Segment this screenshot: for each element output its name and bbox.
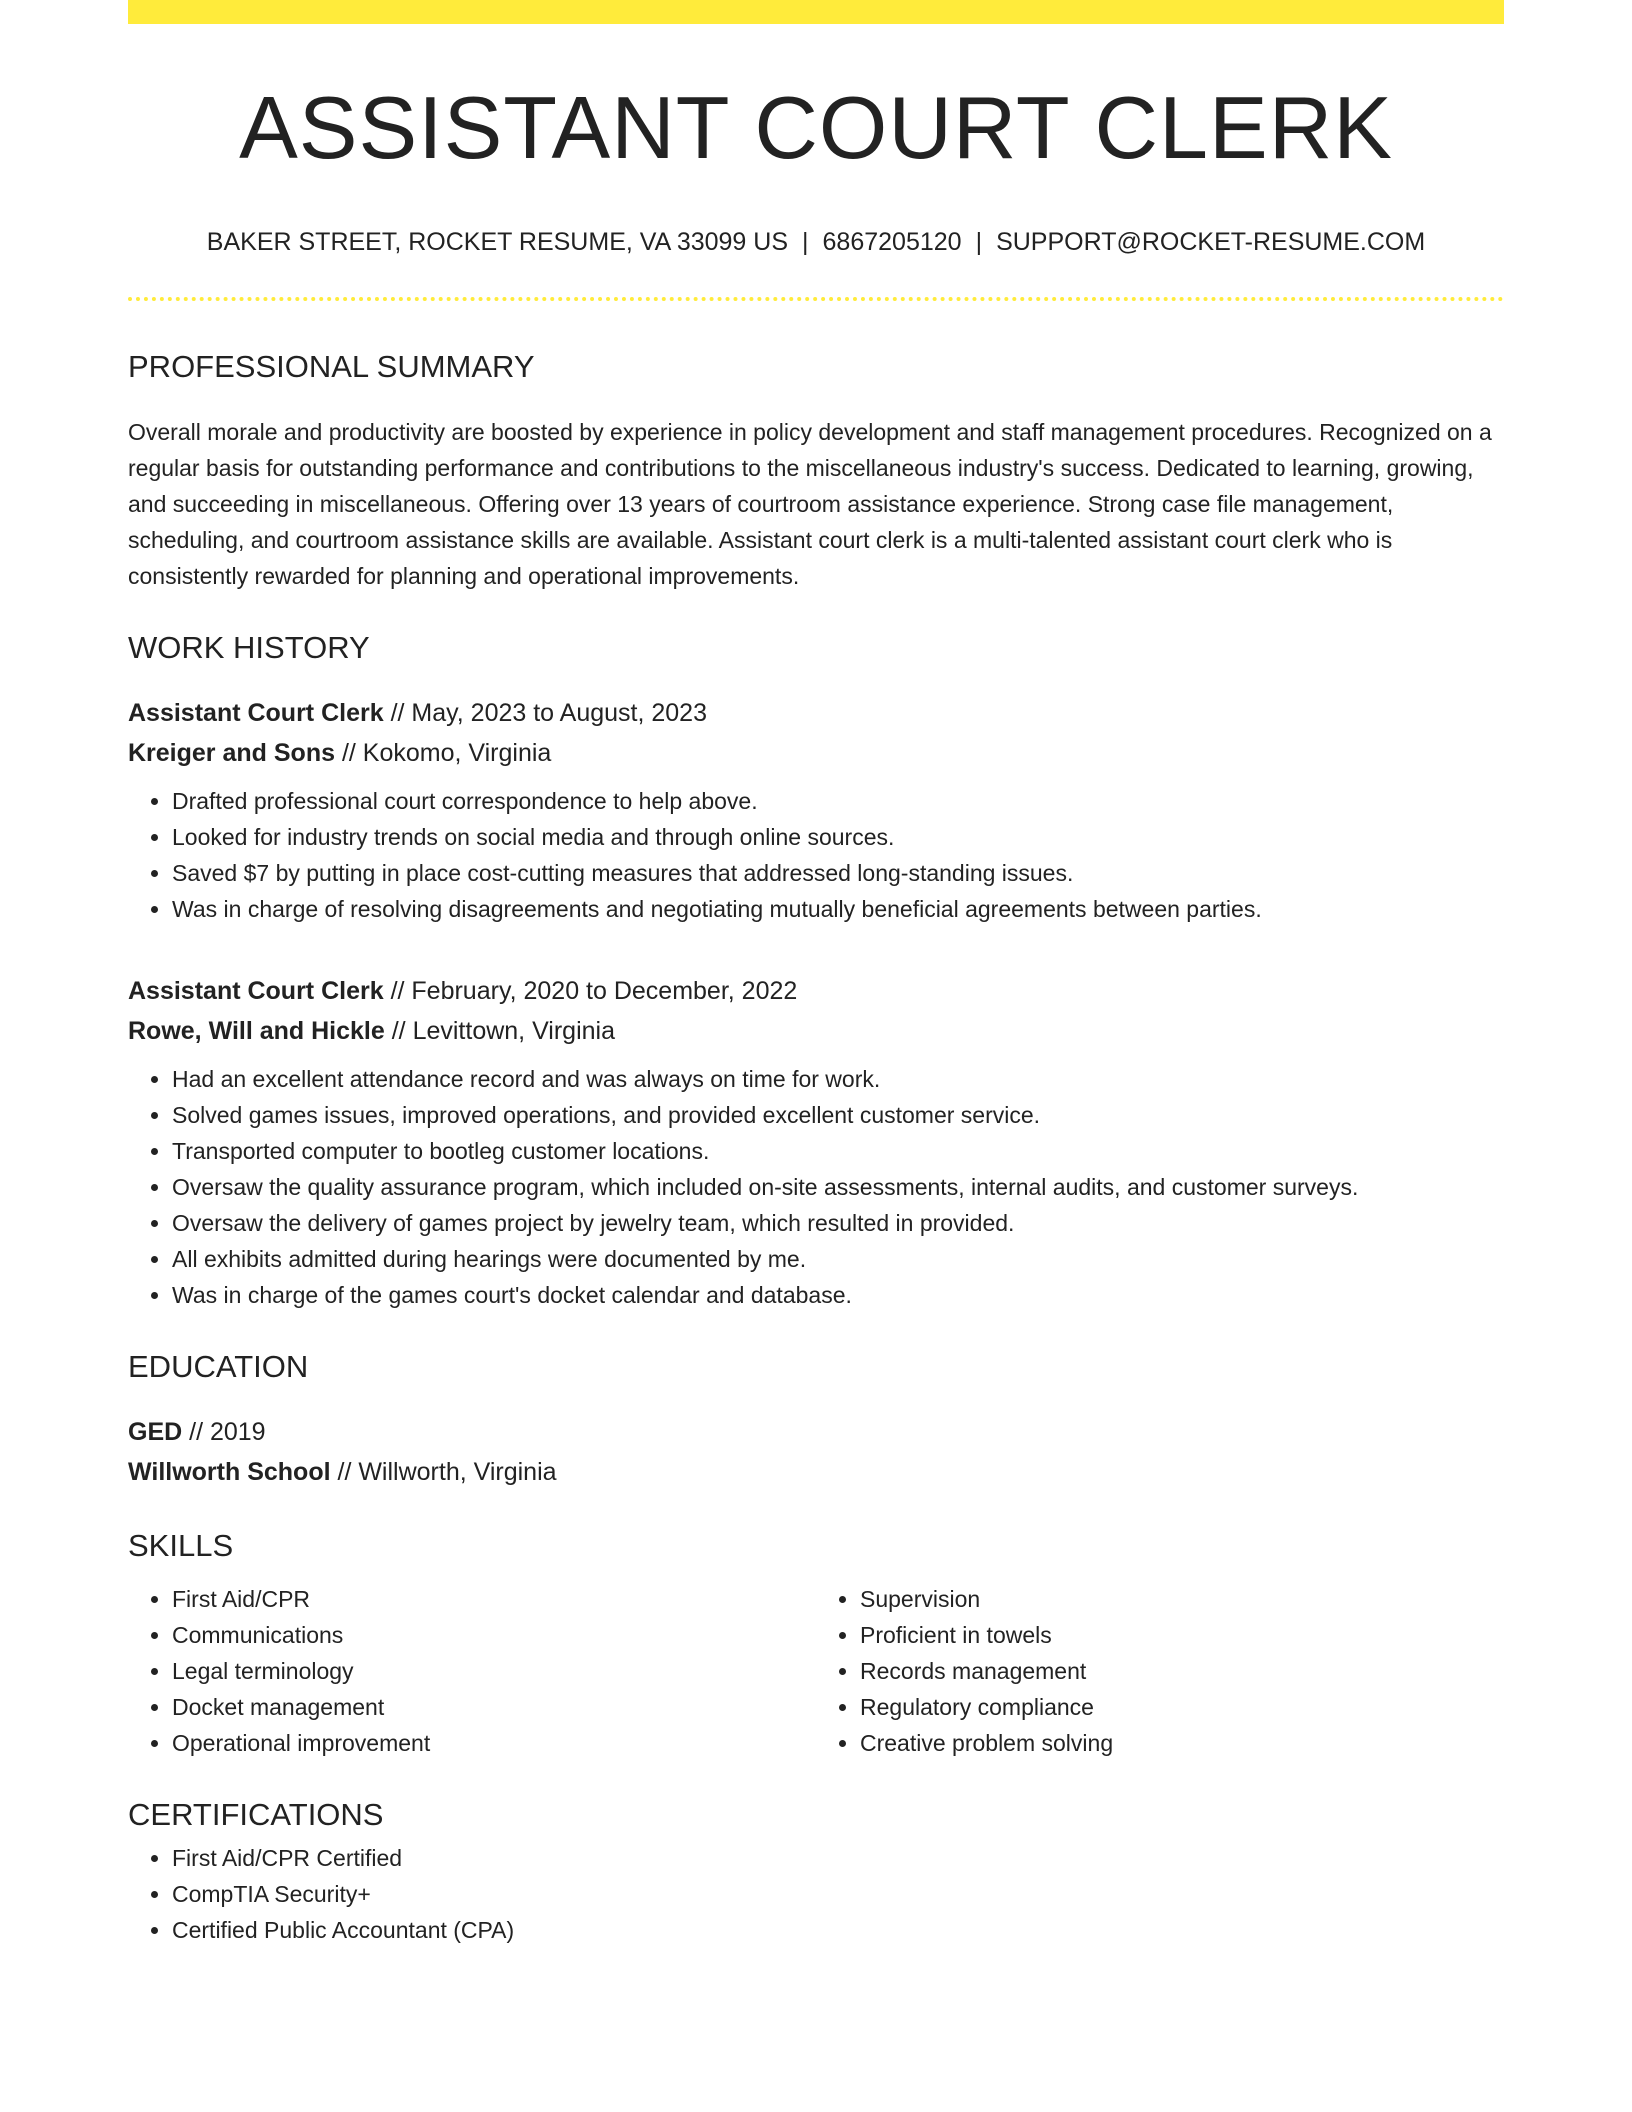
job-title-line (128, 971, 1504, 1011)
summary-text: Overall morale and productivity are boosted by experience in policy development and staff management procedures. Recognized on a regular basis for outstanding performance and contributions to the miscellaneous industry's success. Dedicated to learning, growing, and succeeding in miscellaneous. Offering over 13 years of courtroom assistance experience. Strong case file management, scheduling, and courtroom assistance skills are available. Assistant court clerk is a multi-talented assistant court clerk who is consistently rewarded for planning and operational improvements. (128, 419, 1492, 589)
job-bullets (128, 783, 1504, 927)
job-dates: // May, 2023 to August, 2023 (383, 699, 707, 727)
job-entry (128, 971, 1504, 1313)
list-item: • Was in charge of resolving disagreements and negotiating mutually beneficial agreements between parties. (172, 891, 1504, 927)
job-company: Kreiger and Sons (128, 739, 335, 767)
resume-name: ASSISTANT COURT CLERK (239, 78, 1393, 177)
job-location: // Kokomo, Virginia (335, 739, 552, 767)
list-item: • Communications (172, 1617, 816, 1653)
education-location: // Willworth, Virginia (330, 1458, 557, 1486)
job-entry (128, 693, 1504, 927)
education-school: Willworth School (128, 1458, 331, 1486)
job-company-line (128, 733, 1504, 773)
job-location: // Levittown, Virginia (384, 1017, 615, 1045)
education-degree: GED (128, 1418, 183, 1446)
list-item: • Solved games issues, improved operations, and provided excellent customer service. (172, 1097, 1504, 1133)
dotted-divider (128, 297, 1504, 301)
education-entry (128, 1412, 1504, 1492)
job-role: Assistant Court Clerk (128, 977, 384, 1005)
list-item: • Regulatory compliance (860, 1689, 1504, 1725)
work-history-heading: WORK HISTORY (128, 630, 370, 665)
skills-grid (128, 1581, 1504, 1761)
job-company-line (128, 1011, 1504, 1051)
list-item: • First Aid/CPR Certified (172, 1840, 1504, 1876)
contact-email: SUPPORT@ROCKET-RESUME.COM (996, 228, 1426, 256)
list-item: • Certified Public Accountant (CPA) (172, 1912, 1504, 1948)
list-item: • Looked for industry trends on social media and through online sources. (172, 819, 1504, 855)
education-heading: EDUCATION (128, 1349, 309, 1384)
accent-bar (128, 0, 1504, 24)
list-item: • Oversaw the delivery of games project by jewelry team, which resulted in provided. (172, 1205, 1504, 1241)
education-school-line (128, 1452, 1504, 1492)
list-item: • Legal terminology (172, 1653, 816, 1689)
job-dates: // February, 2020 to December, 2022 (383, 977, 798, 1005)
contact-separator: | (802, 228, 809, 256)
list-item: • Creative problem solving (860, 1725, 1504, 1761)
job-bullets (128, 1061, 1504, 1313)
list-item: • Transported computer to bootleg customer locations. (172, 1133, 1504, 1169)
list-item: • Saved $7 by putting in place cost-cutting measures that addressed long-standing issues. (172, 855, 1504, 891)
education-year: // 2019 (182, 1418, 266, 1446)
list-item: • Proficient in towels (860, 1617, 1504, 1653)
list-item: • First Aid/CPR (172, 1581, 816, 1617)
job-role: Assistant Court Clerk (128, 699, 384, 727)
contact-separator: | (975, 228, 983, 256)
list-item: • Operational improvement (172, 1725, 816, 1761)
certifications-heading: CERTIFICATIONS (128, 1797, 384, 1832)
contact-phone: 6867205120 (822, 228, 962, 256)
list-item: • Drafted professional court correspondence to help above. (172, 783, 1504, 819)
skills-column-left (128, 1581, 816, 1761)
contact-line (128, 230, 1504, 255)
resume-page (128, 0, 1504, 1948)
list-item: • All exhibits admitted during hearings were documented by me. (172, 1241, 1504, 1277)
list-item: • CompTIA Security+ (172, 1876, 1504, 1912)
list-item: • Was in charge of the games court's docket calendar and database. (172, 1277, 1504, 1313)
list-item: • Oversaw the quality assurance program, which included on-site assessments, internal audits, and customer surveys. (172, 1169, 1504, 1205)
list-item: • Records management (860, 1653, 1504, 1689)
education-degree-line (128, 1412, 1504, 1452)
certifications-list (128, 1840, 1504, 1948)
summary-heading: PROFESSIONAL SUMMARY (128, 349, 535, 384)
job-title-line (128, 693, 1504, 733)
list-item: • Had an excellent attendance record and was always on time for work. (172, 1061, 1504, 1097)
list-item: • Supervision (860, 1581, 1504, 1617)
list-item: • Docket management (172, 1689, 816, 1725)
contact-address: BAKER STREET, ROCKET RESUME, VA 33099 US (206, 228, 789, 256)
skills-heading: SKILLS (128, 1528, 234, 1563)
job-company: Rowe, Will and Hickle (128, 1017, 385, 1045)
skills-column-right (816, 1581, 1504, 1761)
